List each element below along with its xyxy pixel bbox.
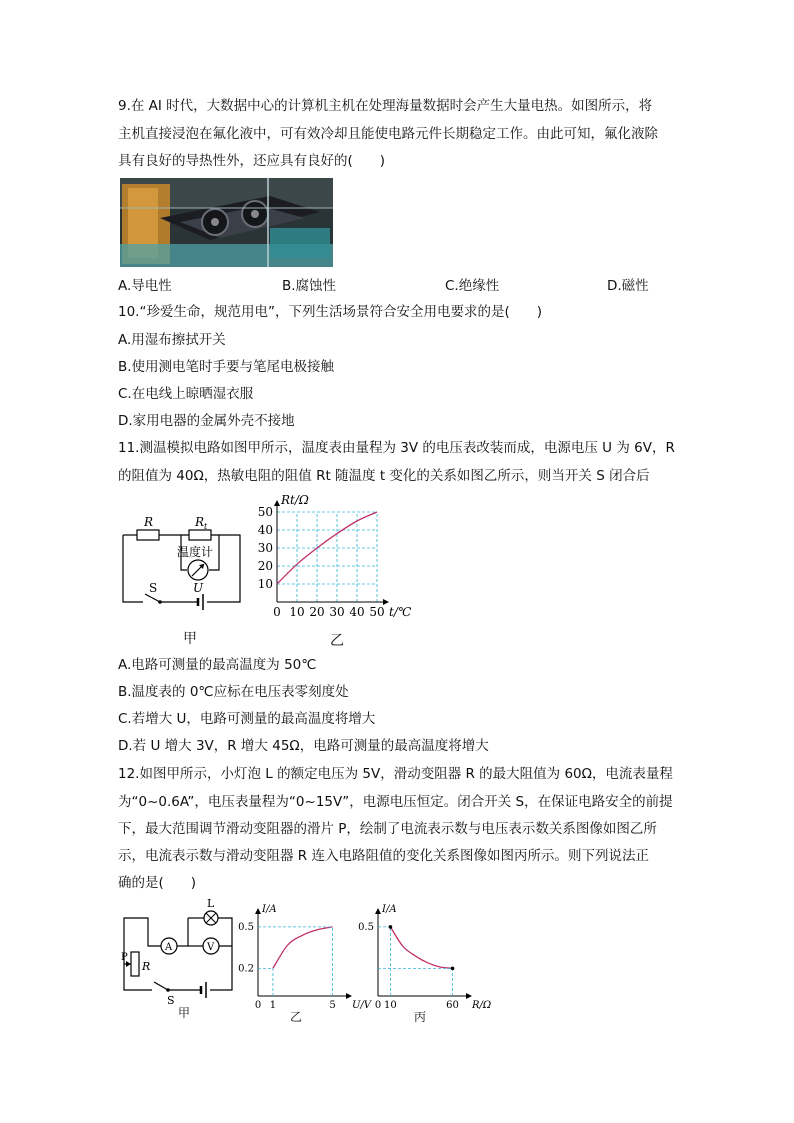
q12-stem-line-5: 确的是( ) [118,875,197,891]
q9-option-a: A.导电性 [118,278,172,294]
q12-stem-line-1: 12.如图甲所示，小灯泡 L 的额定电压为 5V，滑动变阻器 R 的最大阻值为 60Ω，电流表量程 [118,766,673,782]
q10-option-c: C.在电线上晾晒湿衣服 [118,386,254,402]
label-slider: P [121,952,128,963]
label-rt-sub: t [204,522,208,531]
x-axis-label: t/℃ [389,605,412,619]
label-lamp: L [207,897,215,910]
q10-option-b: B.使用测电笔时手要与笔尾电极接触 [118,359,335,375]
label-rheostat: R [142,960,151,973]
q11-option-d: D.若 U 增大 3V，R 增大 45Ω，电路可测量的最高温度将增大 [118,738,489,754]
q9-stem-line-2: 主机直接浸泡在氟化液中，可有效冷却且能使电路元件长期稳定工作。由此可知，氟化液除 [118,126,658,142]
q12-fig-c-label: 丙 [414,1010,427,1024]
label-switch: S [167,994,175,1007]
q12-fig-b-label: 乙 [290,1010,303,1024]
x-tick-label: 50 [369,605,385,619]
q11-rt-temperature-chart [255,490,425,620]
q12-current-resistance-chart [356,900,492,1011]
y-axis-label: I/A [262,904,277,915]
q11-option-b: B.温度表的 0℃应标在电压表零刻度处 [118,684,349,700]
y-tick-label: 0.5 [358,922,374,934]
label-r: R [144,515,154,529]
q11-circuit-diagram [115,510,250,610]
y-axis-label: I/A [382,904,397,915]
switch-s [154,982,168,990]
x-tick-label: 10 [384,1000,397,1011]
endpoint-dot [389,925,393,929]
q9-option-c: C.绝缘性 [445,278,500,294]
label-ammeter: A [165,942,173,953]
label-source: U [193,581,204,595]
y-axis-arrow [255,908,261,914]
q11-fig-b-label: 乙 [330,633,344,649]
q9-stem-line-1: 9.在 AI 时代，大数据中心的计算机主机在处理海量数据时会产生大量电热。如图所示，将 [118,98,653,114]
rheostat-r [131,952,139,976]
y-axis-label: Rt/Ω [281,493,309,507]
resistor-r [137,530,159,540]
q12-stem-line-3: 下，最大范围调节滑动变阻器的滑片 P，绘制了电流表示数与电压表示数关系图像如图乙所 [118,821,657,837]
thermistor-rt [189,530,211,540]
x-axis-arrow [346,993,352,999]
label-voltmeter: V [207,942,215,953]
x-tick-label: 30 [329,605,345,619]
x-tick-label: 0 [374,1000,382,1011]
q12-circuit-diagram [118,898,238,1006]
q12-stem-line-2: 为“0~0.6A”，电压表量程为“0~15V”，电源电压恒定。闭合开关 S，在保证电路安全的前提 [118,794,673,810]
y-tick-label: 40 [257,523,273,537]
immersion-cooling-illustration [120,178,333,267]
x-tick-label: 5 [329,1000,336,1011]
switch-s [145,594,160,602]
x-tick-label: 0 [273,605,281,619]
x-tick-label: 10 [289,605,305,619]
label-rt: R [195,515,205,529]
q10-option-d: D.家用电器的金属外壳不接地 [118,413,295,429]
q12-fig-a-label: 甲 [178,1006,191,1020]
y-tick-label: 30 [257,541,273,555]
q9-option-b: B.腐蚀性 [282,278,337,294]
y-tick-label: 0.5 [238,922,254,934]
y-tick-label: 50 [257,505,273,519]
x-axis-label: U/V [352,1000,372,1011]
q12-stem-line-4: 示，电流表示数与滑动变阻器 R 连入电路阻值的变化关系图像如图丙所示。则下列说法正 [118,848,649,864]
series-line [390,927,452,968]
label-switch: S [149,581,158,595]
q11-stem-line-1: 11.测温模拟电路如图甲所示，温度表由量程为 3V 的电压表改装而成，电源电压 U 为 6V，R [118,440,675,456]
q9-option-d: D.磁性 [607,278,649,294]
series-line [273,927,333,968]
x-tick-label: 40 [349,605,365,619]
q11-stem-line-2: 的阻值为 40Ω，热敏电阻的阻值 Rt 随温度 t 变化的关系如图乙所示，则当开关 S 闭合后 [118,468,650,484]
x-axis-label: R/Ω [472,1000,492,1011]
y-axis-arrow [274,500,280,506]
q12-current-voltage-chart [236,900,372,1011]
q11-option-c: C.若增大 U，电路可测量的最高温度将增大 [118,711,376,727]
x-tick-label: 0 [254,1000,262,1011]
y-tick-label: 10 [257,577,273,591]
q9-stem-line-3: 具有良好的导热性外，还应具有良好的( ) [118,153,386,169]
q11-fig-a-label: 甲 [183,631,197,647]
x-tick-label: 1 [269,1000,277,1011]
y-axis-arrow [375,908,381,914]
q10-option-a: A.用湿布擦拭开关 [118,332,226,348]
x-tick-label: 20 [309,605,325,619]
y-tick-label: 20 [257,559,273,573]
x-tick-label: 60 [446,1000,459,1011]
y-tick-label: 0.2 [238,963,254,975]
q10-stem: 10.“珍爱生命，规范用电”，下列生活场景符合安全用电要求的是( ) [118,304,542,320]
label-thermometer: 温度计 [177,545,214,559]
endpoint-dot [451,967,455,971]
x-axis-arrow [466,993,472,999]
q11-option-a: A.电路可测量的最高温度为 50℃ [118,657,317,673]
immersion-cooling-photo [120,178,333,267]
